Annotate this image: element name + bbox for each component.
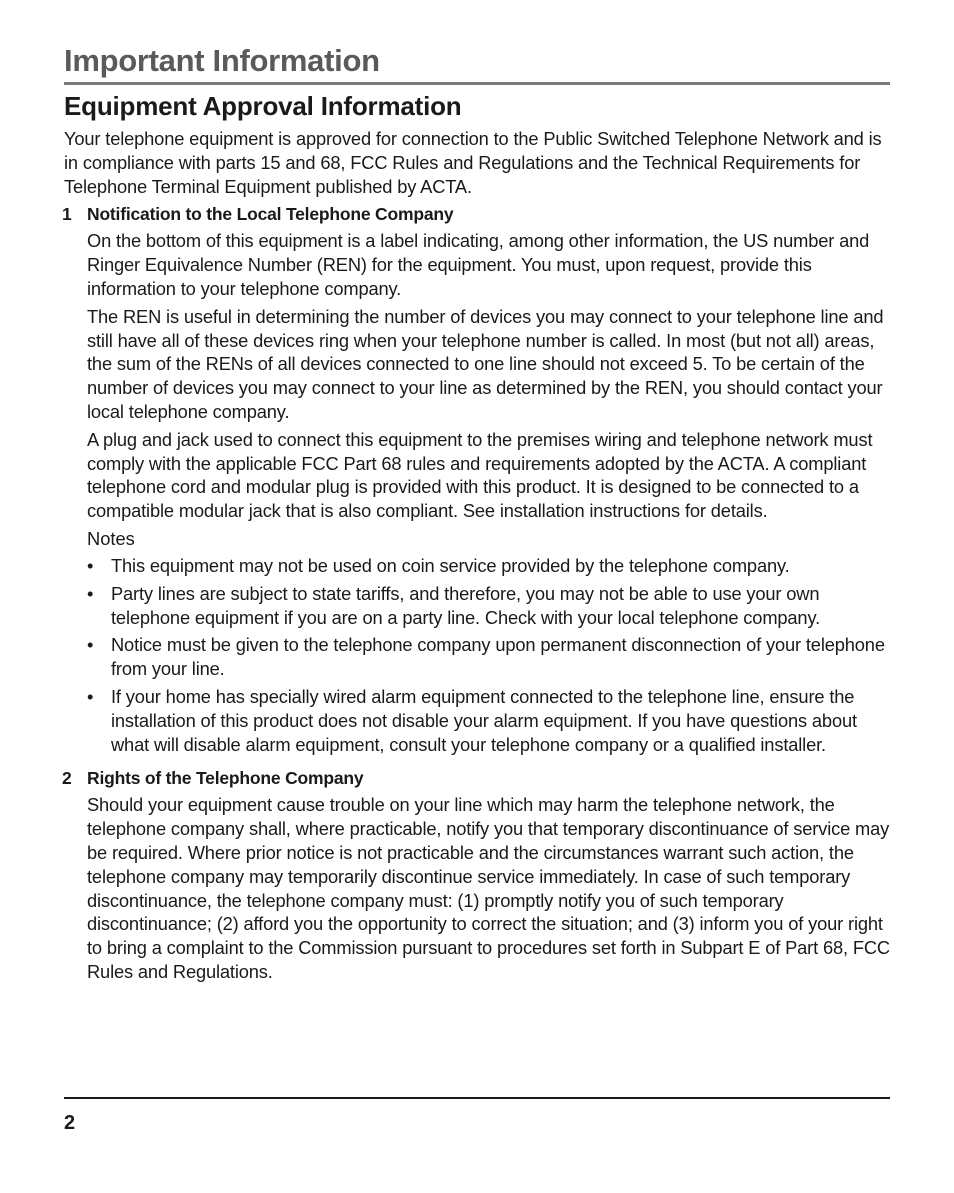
paragraph: Should your equipment cause trouble on your line which may harm the telephone network, the telephone company shall, where practicable, notify you that temporary discontinuance of service may be required. Where prior notice is not practicable and the circumstances warrant such action, the telephone company may temporarily discontinue service immediately. In case of such temporary discontinuance, the telephone company must: (1) promptly notify you of such temporary discontinuance; (2) afford you the opportunity to correct the situation; and (3) inform you of your right to bring a complaint to the Commission pursuant to procedures set forth in Subpart E of Part 68, FCC Rules and Regulations. bbox=[87, 794, 890, 982]
list-item bbox=[87, 633, 890, 681]
page-title: Important Information bbox=[64, 43, 380, 78]
numbered-item-rights bbox=[64, 766, 890, 983]
list-item bbox=[87, 554, 890, 578]
notes-label: Notes bbox=[87, 527, 135, 549]
list-item bbox=[87, 685, 890, 756]
intro-paragraph: Your telephone equipment is approved for connection to the Public Switched Telephone Network and is in compliance with parts 15 and 68, FCC Rules and Regulations and the Technical Requirements for Telephone Terminal Equipment published by ACTA. bbox=[64, 128, 882, 197]
item-heading-text: Rights of the Telephone Company bbox=[87, 768, 364, 789]
list-item-text: If your home has specially wired alarm equipment connected to the telephone line, ensure the installation of this product does not disable your alarm equipment. If you have questions about what will disable alarm equipment, consult your telephone company or a qualified installer. bbox=[111, 685, 857, 755]
numbered-item-notification bbox=[64, 202, 890, 756]
item-number: 2 bbox=[62, 768, 72, 789]
item-body bbox=[87, 793, 890, 983]
list-item-text: Notice must be given to the telephone company upon permanent disconnection of your telephone from your line. bbox=[111, 634, 885, 680]
item-heading-text: Notification to the Local Telephone Company bbox=[87, 204, 454, 225]
page-number: 2 bbox=[64, 1112, 76, 1134]
item-number: 1 bbox=[62, 204, 72, 225]
title-divider bbox=[64, 82, 890, 85]
list-item bbox=[87, 582, 890, 630]
bullet-icon: • bbox=[87, 582, 94, 604]
bullet-icon: • bbox=[87, 634, 94, 656]
paragraph: The REN is useful in determining the number of devices you may connect to your telephone line and still have all of these devices ring when your telephone number is called. In most (but not all) areas, the sum of the RENs of all devices connected to one line should not exceed 5. To be certain of the number of devices you may connect to your line as determined by the REN, you should contact your local telephone company. bbox=[87, 305, 884, 422]
item-heading bbox=[62, 766, 890, 790]
list-item-text: This equipment may not be used on coin service provided by the telephone company. bbox=[111, 554, 790, 576]
paragraph: A plug and jack used to connect this equipment to the premises wiring and telephone network must comply with the applicable FCC Part 68 rules and requirements adopted by the ACTA. A compliant telephone cord and modular plug is provided with this product. It is designed to be connected to a compatible modular jack that is also compliant. See installation instructions for details. bbox=[87, 428, 873, 522]
bullet-icon: • bbox=[87, 554, 94, 576]
item-body bbox=[87, 229, 890, 756]
paragraph: On the bottom of this equipment is a label indicating, among other information, the US number and Ringer Equivalence Number (REN) for the equipment. You must, upon request, provide this information to your telephone company. bbox=[87, 230, 870, 299]
item-heading bbox=[62, 202, 890, 226]
bullet-icon: • bbox=[87, 685, 94, 707]
section-title: Equipment Approval Information bbox=[64, 91, 462, 121]
document-page bbox=[64, 40, 890, 988]
notes-list bbox=[87, 554, 890, 756]
list-item-text: Party lines are subject to state tariffs, and therefore, you may not be able to use your own telephone equipment if you are on a party line. Check with your local telephone company. bbox=[111, 582, 821, 628]
footer-divider bbox=[64, 1097, 890, 1099]
